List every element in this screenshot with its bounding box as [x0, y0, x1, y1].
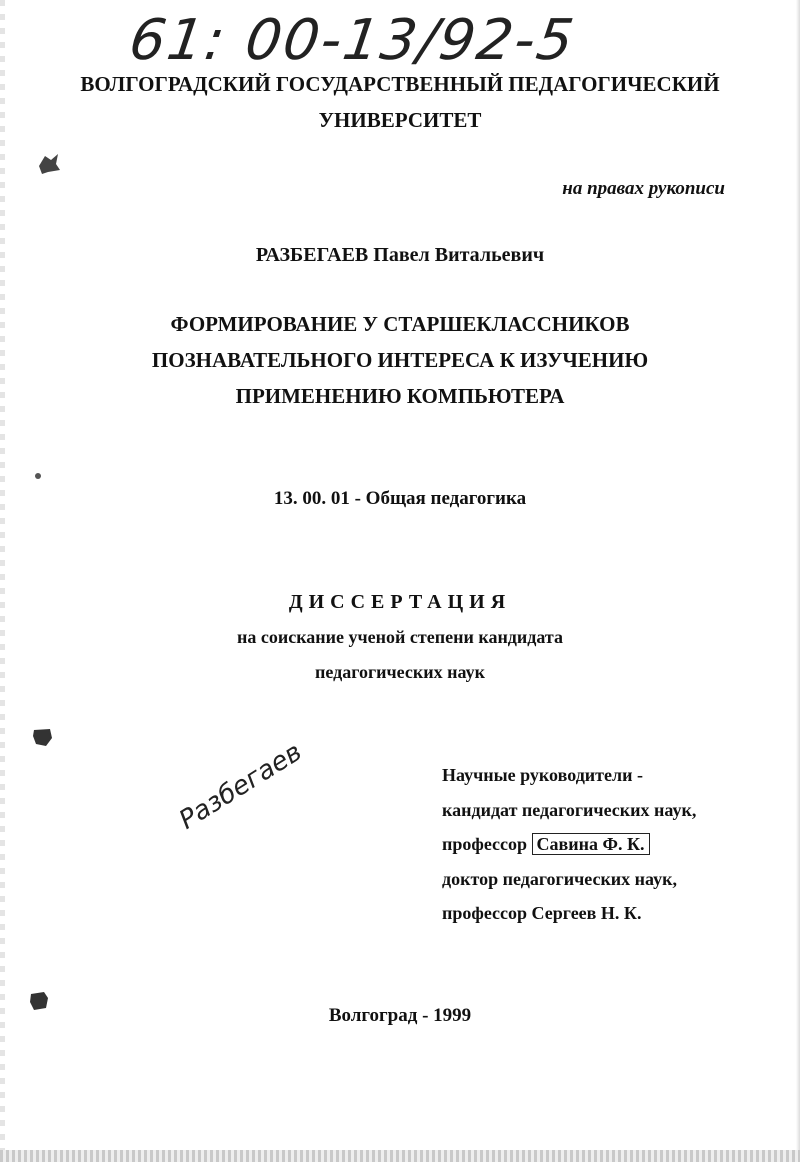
scan-blot-mark: [30, 726, 56, 750]
supervisor1-name: Савина Ф. К.: [532, 833, 650, 855]
university-name-line2: УНИВЕРСИТЕТ: [318, 108, 482, 132]
supervisor1-title: профессор: [442, 834, 528, 854]
supervisor2-degree: доктор педагогических наук,: [442, 869, 678, 889]
specialty-code: 13. 00. 01 - Общая педагогика: [273, 488, 527, 509]
city-year: Волгоград - 1999: [328, 1005, 472, 1026]
scan-blot-mark: [32, 470, 44, 482]
dissertation-title-line3: ПРИМЕНЕНИЮ КОМПЬЮТЕРА: [235, 384, 565, 408]
author-surname: РАЗБЕГАЕВ: [255, 244, 369, 266]
scan-right-edge: [796, 0, 800, 1162]
supervisor1-degree: кандидат педагогических наук,: [442, 800, 697, 820]
scan-left-edge: [0, 0, 5, 1162]
supervisor1-name-line: [442, 834, 650, 855]
degree-purpose-line1: на соискание ученой степени кандидата: [236, 627, 563, 647]
scan-bottom-strip: [0, 1150, 800, 1162]
supervisor2-name: профессор Сергеев Н. К.: [442, 903, 642, 923]
university-name-line1: ВОЛГОГРАДСКИЙ ГОСУДАРСТВЕННЫЙ ПЕДАГОГИЧЕСКИЙ: [80, 72, 720, 96]
author-name: [0, 244, 800, 267]
archive-code-handwritten: 61: 00-13/92-5: [125, 8, 580, 73]
degree-purpose-line2: педагогических наук: [315, 662, 485, 682]
author-given-names: Павел Витальевич: [373, 244, 545, 266]
supervisors-heading: Научные руководители -: [442, 765, 643, 785]
scan-blot-mark: [36, 150, 62, 176]
dissertation-title-line2: ПОЗНАВАТЕЛЬНОГО ИНТЕРЕСА К ИЗУЧЕНИЮ: [151, 348, 649, 372]
dissertation-title-line1: ФОРМИРОВАНИЕ У СТАРШЕКЛАССНИКОВ: [170, 312, 630, 336]
dissertation-heading: ДИССЕРТАЦИЯ: [288, 591, 512, 613]
handwritten-signature: Разбегаев: [174, 736, 308, 836]
manuscript-note: на правах рукописи: [562, 178, 725, 199]
